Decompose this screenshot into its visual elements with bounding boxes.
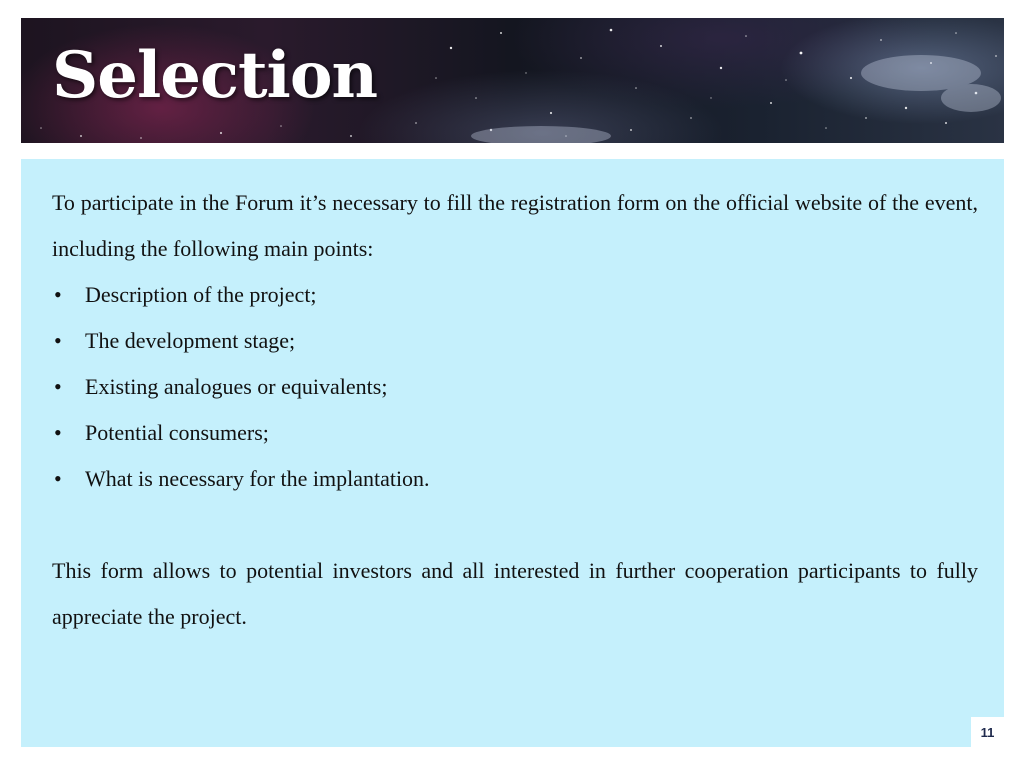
page-number-box	[971, 717, 1004, 747]
bullet-list	[52, 272, 978, 502]
list-item	[52, 410, 978, 456]
bullet-text: Potential consumers;	[85, 420, 269, 445]
closing-paragraph: This form allows to potential investors and all interested in further cooperation participants to fully appreciate the project.	[52, 558, 978, 629]
content-panel	[21, 159, 1004, 747]
list-item	[52, 364, 978, 410]
intro-paragraph: To participate in the Forum it’s necessary to fill the registration form on the official website of the event, including the following main points:	[52, 190, 978, 261]
slide-title: Selection	[52, 38, 378, 113]
paragraph-spacer	[52, 502, 978, 548]
bullet-icon: •	[54, 328, 62, 353]
bullet-text: Description of the project;	[85, 282, 317, 307]
page-number: 11	[980, 724, 995, 740]
list-item	[52, 456, 978, 502]
content-body	[52, 180, 978, 640]
bullet-icon: •	[54, 374, 62, 399]
bullet-text: Existing analogues or equivalents;	[85, 374, 388, 399]
bullet-icon: •	[54, 466, 62, 491]
header-banner	[21, 18, 1004, 143]
bullet-icon: •	[54, 282, 62, 307]
bullet-text: What is necessary for the implantation.	[85, 466, 430, 491]
list-item	[52, 318, 978, 364]
list-item	[52, 272, 978, 318]
bullet-text: The development stage;	[85, 328, 296, 353]
bullet-icon: •	[54, 420, 62, 445]
